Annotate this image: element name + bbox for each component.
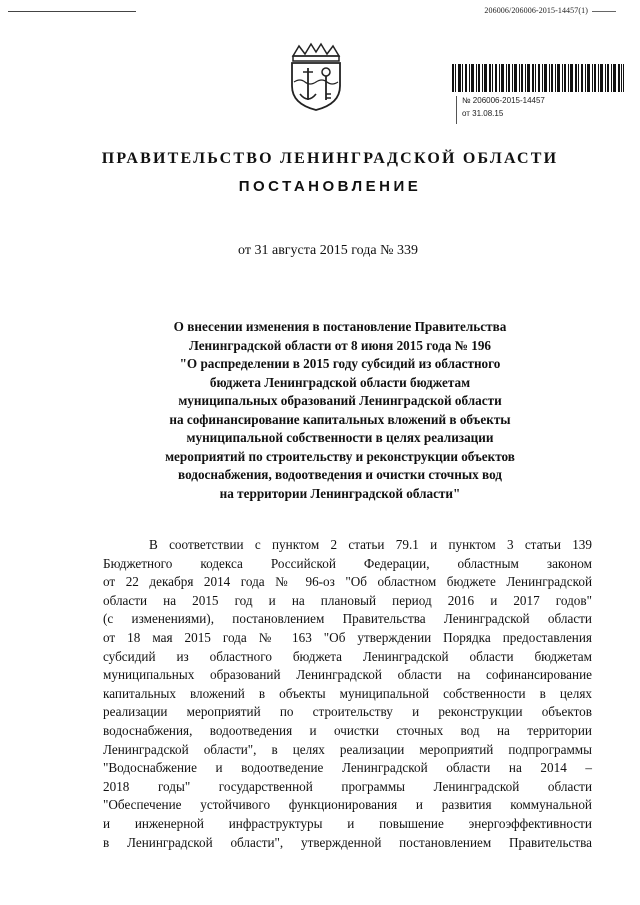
document-id: 206006/206006-2015-14457(1) (484, 6, 616, 15)
body-line: (с изменениями), постановлением Правительства Ленинградской области (103, 611, 592, 627)
organization-heading: ПРАВИТЕЛЬСТВО ЛЕНИНГРАДСКОЙ ОБЛАСТИ (101, 150, 559, 167)
title-line: "О распределении в 2015 году субсидий из областного (179, 356, 501, 371)
title-line: Ленинградской области от 8 июня 2015 года № 196 (188, 337, 492, 353)
registration-number: № 206006-2015-14457 (462, 96, 545, 105)
title-line: на софинансирование капитальных вложений в объекты (169, 411, 511, 427)
title-line: О внесении изменения в постановление Правительства (173, 319, 507, 334)
body-line: Ленинградской области", в целях реализации мероприятий подпрограммы (103, 741, 592, 757)
body-paragraph (103, 536, 592, 852)
title-line: бюджета Ленинградской области бюджетам (209, 374, 471, 390)
body-line: "Водоснабжение и водоотведение Ленинградской области на 2014 – (103, 760, 592, 776)
body-line: в Ленинградской области", утвержденной постановлением Правительства (103, 834, 592, 850)
document-date: от 31 августа 2015 года № 339 (238, 243, 418, 258)
body-line: и инженерной инфраструктуры и повышение энергоэффективности (103, 815, 592, 831)
title-line: муниципальных образований Ленинградской области (178, 393, 502, 408)
body-line: "Обеспечение устойчивого функционирования и развития коммунальной (103, 797, 592, 813)
body-line: муниципальных образований Ленинградской области на софинансирование (103, 667, 592, 683)
body-line: В соответствии с пунктом 2 статьи 79.1 и пунктом 3 статьи 139 (149, 537, 592, 552)
document-type-heading: ПОСТАНОВЛЕНИЕ (238, 178, 422, 195)
registration-stamp (462, 94, 545, 120)
body-line: капитальных вложений в объекты муниципальной собственности в целях (103, 685, 592, 701)
title-line: водоснабжения, водоотведения и очистки сточных вод (178, 467, 502, 482)
body-line: субсидий из областного бюджета Ленинградской области бюджетам (103, 648, 592, 664)
registration-mark (456, 96, 457, 124)
coat-of-arms-icon (283, 42, 349, 112)
header-rule (8, 11, 136, 12)
barcode-icon (452, 64, 624, 92)
body-line: водоснабжения, водоотведения и очистки сточных вод на территории (103, 722, 592, 738)
title-line: мероприятий по строительству и реконструкции объектов (165, 448, 515, 464)
body-line: 2018 годы" государственной программы Ленинградской области (103, 778, 592, 794)
body-line: реализации мероприятий по строительству и реконструкции объектов (103, 704, 592, 720)
body-line: Бюджетного кодекса Российской Федерации, областным законом (103, 555, 592, 571)
title-line: на территории Ленинградской области" (219, 485, 461, 501)
body-line: от 22 декабря 2014 года № 96-оз "Об областном бюджете Ленинградской (103, 574, 592, 590)
body-line: области на 2015 год и на плановый период 2016 и 2017 годов" (103, 592, 592, 608)
body-line: от 18 мая 2015 года № 163 "Об утверждении Порядка предоставления (103, 629, 592, 645)
title-line: муниципальной собственности в целях реализации (186, 430, 494, 445)
registration-date: от 31.08.15 (462, 109, 504, 118)
document-title (130, 318, 550, 503)
